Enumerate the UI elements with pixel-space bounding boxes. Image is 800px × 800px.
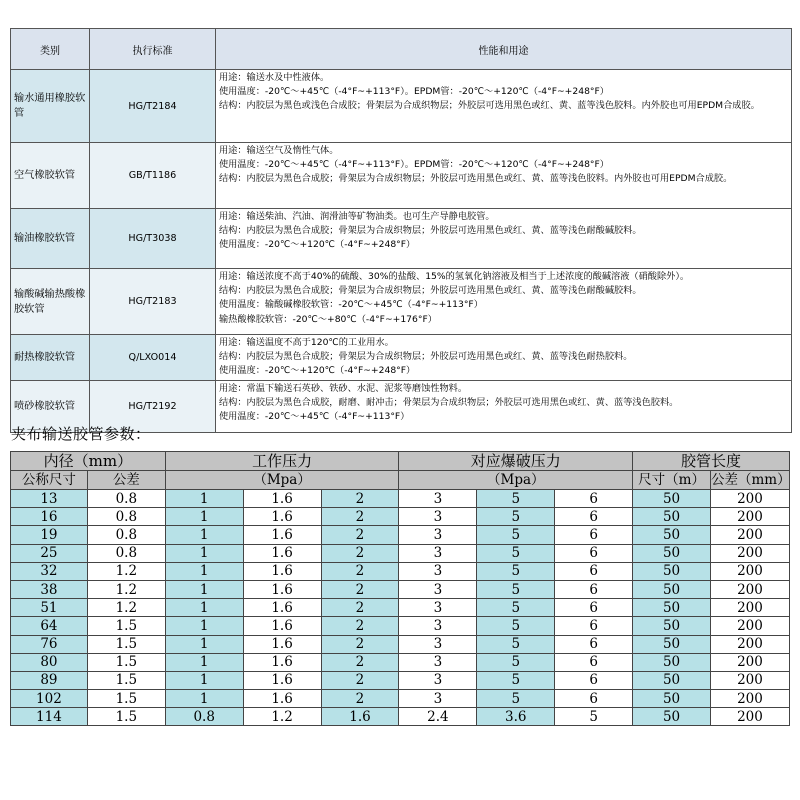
subheader-tolerance: 公差 bbox=[87, 471, 165, 490]
cell-burst-pressure-3: 6 bbox=[555, 617, 633, 635]
hose-performance bbox=[216, 269, 792, 335]
cell-nominal-size: 25 bbox=[11, 544, 88, 562]
hose-type-row bbox=[11, 209, 792, 269]
hose-category: 耐热橡胶软管 bbox=[11, 335, 90, 381]
cell-working-pressure-1: 1 bbox=[165, 562, 243, 580]
cell-working-pressure-2: 1.6 bbox=[243, 562, 321, 580]
cell-length-tolerance: 200 bbox=[710, 562, 789, 580]
cell-working-pressure-3: 2 bbox=[321, 635, 399, 653]
cell-burst-pressure-2: 5 bbox=[477, 526, 555, 544]
cell-tolerance: 1.2 bbox=[87, 562, 165, 580]
subheader-length-size: 尺寸（m） bbox=[633, 471, 711, 490]
cell-burst-pressure-1: 3 bbox=[399, 508, 477, 526]
cell-burst-pressure-2: 5 bbox=[477, 599, 555, 617]
cell-working-pressure-3: 2 bbox=[321, 526, 399, 544]
parameter-row bbox=[11, 580, 790, 598]
performance-line: 使用温度：-20℃～+120℃（-4°F~+248°F） bbox=[219, 365, 416, 377]
cell-length-size: 50 bbox=[633, 653, 711, 671]
hose-standard: HG/T2183 bbox=[90, 269, 216, 335]
cell-burst-pressure-1: 3 bbox=[399, 690, 477, 708]
cell-working-pressure-1: 1 bbox=[165, 526, 243, 544]
cell-working-pressure-2: 1.6 bbox=[243, 544, 321, 562]
performance-line: 结构：内胶层为黑色合成胶；骨架层为合成织物层；外胶层可选用黑色或红、黄、蓝等浅色耐酸碱胶料。 bbox=[219, 225, 642, 237]
cell-burst-pressure-1: 2.4 bbox=[399, 708, 477, 726]
cell-working-pressure-3: 2 bbox=[321, 690, 399, 708]
hose-category: 空气橡胶软管 bbox=[11, 143, 90, 209]
cell-tolerance: 1.2 bbox=[87, 599, 165, 617]
cell-working-pressure-3: 2 bbox=[321, 599, 399, 617]
cell-length-size: 50 bbox=[633, 617, 711, 635]
cell-working-pressure-3: 2 bbox=[321, 544, 399, 562]
cell-burst-pressure-2: 5 bbox=[477, 635, 555, 653]
hose-performance bbox=[216, 70, 792, 143]
cell-length-size: 50 bbox=[633, 708, 711, 726]
performance-line: 使用温度：输酸碱橡胶软管：-20℃～+45℃（-4°F~+113°F） bbox=[219, 299, 483, 311]
parameter-row bbox=[11, 544, 790, 562]
cell-burst-pressure-3: 6 bbox=[555, 544, 633, 562]
hose-type-row bbox=[11, 269, 792, 335]
cell-burst-pressure-1: 3 bbox=[399, 617, 477, 635]
hose-types-body bbox=[11, 70, 792, 433]
cell-burst-pressure-1: 3 bbox=[399, 562, 477, 580]
cell-nominal-size: 80 bbox=[11, 653, 88, 671]
hose-standard: HG/T2184 bbox=[90, 70, 216, 143]
cell-length-tolerance: 200 bbox=[710, 490, 789, 508]
performance-line: 用途：输送水及中性液体。 bbox=[219, 72, 330, 83]
cell-length-size: 50 bbox=[633, 490, 711, 508]
cell-length-size: 50 bbox=[633, 671, 711, 689]
parameter-row bbox=[11, 635, 790, 653]
hose-category: 输水通用橡胶软管 bbox=[11, 70, 90, 143]
cell-working-pressure-2: 1.6 bbox=[243, 635, 321, 653]
cell-burst-pressure-1: 3 bbox=[399, 599, 477, 617]
parameter-row bbox=[11, 653, 790, 671]
cell-length-tolerance: 200 bbox=[710, 708, 789, 726]
cell-working-pressure-3: 2 bbox=[321, 490, 399, 508]
section-caption: 夹布输送胶管参数： bbox=[11, 425, 151, 443]
cell-working-pressure-2: 1.6 bbox=[243, 671, 321, 689]
hose-performance bbox=[216, 209, 792, 269]
parameter-row bbox=[11, 508, 790, 526]
cell-nominal-size: 32 bbox=[11, 562, 88, 580]
cell-length-size: 50 bbox=[633, 544, 711, 562]
parameter-row bbox=[11, 490, 790, 508]
cell-length-size: 50 bbox=[633, 508, 711, 526]
cell-length-tolerance: 200 bbox=[710, 635, 789, 653]
parameter-row bbox=[11, 599, 790, 617]
cell-burst-pressure-1: 3 bbox=[399, 635, 477, 653]
cell-working-pressure-1: 1 bbox=[165, 690, 243, 708]
cell-nominal-size: 16 bbox=[11, 508, 88, 526]
cell-working-pressure-1: 1 bbox=[165, 671, 243, 689]
cell-length-tolerance: 200 bbox=[710, 671, 789, 689]
parameter-row bbox=[11, 671, 790, 689]
cell-length-size: 50 bbox=[633, 580, 711, 598]
cell-working-pressure-2: 1.6 bbox=[243, 580, 321, 598]
parameter-row bbox=[11, 526, 790, 544]
hose-standard: HG/T2192 bbox=[90, 380, 216, 432]
performance-line: 输热酸橡胶软管：-20℃～+80℃（-4°F~+176°F） bbox=[219, 313, 437, 325]
cell-tolerance: 1.5 bbox=[87, 617, 165, 635]
cell-tolerance: 0.8 bbox=[87, 526, 165, 544]
cell-working-pressure-1: 1 bbox=[165, 544, 243, 562]
cell-tolerance: 1.5 bbox=[87, 653, 165, 671]
cell-length-tolerance: 200 bbox=[710, 526, 789, 544]
cell-length-size: 50 bbox=[633, 562, 711, 580]
cell-length-tolerance: 200 bbox=[710, 580, 789, 598]
cell-tolerance: 0.8 bbox=[87, 544, 165, 562]
performance-line: 用途：输送温度不高于120℃的工业用水。 bbox=[219, 337, 394, 348]
cell-length-tolerance: 200 bbox=[710, 617, 789, 635]
cell-burst-pressure-1: 3 bbox=[399, 490, 477, 508]
performance-line: 使用温度：-20℃～+120℃（-4°F~+248°F） bbox=[219, 239, 416, 251]
cell-length-size: 50 bbox=[633, 599, 711, 617]
cell-working-pressure-2: 1.6 bbox=[243, 508, 321, 526]
cell-working-pressure-3: 1.6 bbox=[321, 708, 399, 726]
cell-burst-pressure-1: 3 bbox=[399, 544, 477, 562]
cell-working-pressure-3: 2 bbox=[321, 562, 399, 580]
hose-type-row bbox=[11, 70, 792, 143]
performance-line: 使用温度：-20℃～+45℃（-4°F~+113°F）。EPDM管：-20℃～+120℃（-4°F~+248°F） bbox=[219, 86, 609, 98]
performance-line: 结构：内胶层为黑色合成胶；骨架层为合成织物层；外胶层可选用黑色或红、黄、蓝等浅色耐酸碱胶料。 bbox=[219, 285, 642, 297]
performance-line: 使用温度：-20℃～+45℃（-4°F~+113°F）。EPDM管：-20℃～+120℃（-4°F~+248°F） bbox=[219, 159, 609, 171]
cell-burst-pressure-3: 6 bbox=[555, 599, 633, 617]
cell-length-tolerance: 200 bbox=[710, 690, 789, 708]
group-header-hose-length: 胶管长度 bbox=[633, 452, 790, 471]
cell-burst-pressure-3: 6 bbox=[555, 653, 633, 671]
cell-working-pressure-1: 1 bbox=[165, 580, 243, 598]
cell-burst-pressure-2: 5 bbox=[477, 617, 555, 635]
cell-length-tolerance: 200 bbox=[710, 508, 789, 526]
hose-types-table bbox=[10, 28, 792, 433]
cell-tolerance: 1.2 bbox=[87, 580, 165, 598]
cell-length-tolerance: 200 bbox=[710, 599, 789, 617]
cell-working-pressure-2: 1.6 bbox=[243, 599, 321, 617]
cell-working-pressure-3: 2 bbox=[321, 617, 399, 635]
subheader-burst-unit: （Mpa） bbox=[399, 471, 633, 490]
performance-line: 结构：内胶层为黑色合成胶；骨架层为合成织物层；外胶层可选用黑色或红、黄、蓝等浅色耐热胶料。 bbox=[219, 351, 633, 363]
group-header-burst-pressure: 对应爆破压力 bbox=[399, 452, 633, 471]
header-performance: 性能和用途 bbox=[216, 29, 792, 70]
cell-working-pressure-3: 2 bbox=[321, 653, 399, 671]
cell-burst-pressure-3: 6 bbox=[555, 671, 633, 689]
cell-tolerance: 1.5 bbox=[87, 708, 165, 726]
cell-burst-pressure-3: 6 bbox=[555, 490, 633, 508]
cell-working-pressure-3: 2 bbox=[321, 671, 399, 689]
hose-type-row bbox=[11, 143, 792, 209]
cell-length-tolerance: 200 bbox=[710, 653, 789, 671]
cell-tolerance: 1.5 bbox=[87, 690, 165, 708]
cell-nominal-size: 13 bbox=[11, 490, 88, 508]
cell-nominal-size: 76 bbox=[11, 635, 88, 653]
cell-length-tolerance: 200 bbox=[710, 544, 789, 562]
cell-length-size: 50 bbox=[633, 690, 711, 708]
cell-burst-pressure-1: 3 bbox=[399, 580, 477, 598]
cell-tolerance: 0.8 bbox=[87, 508, 165, 526]
cell-working-pressure-1: 1 bbox=[165, 490, 243, 508]
performance-line: 结构：内胶层为黑色或浅色合成胶；骨架层为合成织物层；外胶层可选用黑色或红、黄、蓝等浅色胶料。内外胶也可用EPDM合成胶。 bbox=[219, 100, 760, 112]
cell-burst-pressure-3: 6 bbox=[555, 580, 633, 598]
cell-length-size: 50 bbox=[633, 526, 711, 544]
cell-working-pressure-2: 1.6 bbox=[243, 653, 321, 671]
header-category: 类别 bbox=[11, 29, 90, 70]
hose-category: 输油橡胶软管 bbox=[11, 209, 90, 269]
cell-length-size: 50 bbox=[633, 635, 711, 653]
cell-burst-pressure-2: 5 bbox=[477, 690, 555, 708]
cell-working-pressure-1: 1 bbox=[165, 508, 243, 526]
parameter-row bbox=[11, 617, 790, 635]
subheader-length-tolerance: 公差（mm） bbox=[710, 472, 791, 488]
parameter-row bbox=[11, 708, 790, 726]
cell-burst-pressure-1: 3 bbox=[399, 526, 477, 544]
cell-working-pressure-1: 1 bbox=[165, 599, 243, 617]
cell-nominal-size: 38 bbox=[11, 580, 88, 598]
cell-nominal-size: 102 bbox=[11, 690, 88, 708]
cell-tolerance: 1.5 bbox=[87, 635, 165, 653]
cell-burst-pressure-2: 5 bbox=[477, 671, 555, 689]
cell-working-pressure-2: 1.2 bbox=[243, 708, 321, 726]
cell-burst-pressure-1: 3 bbox=[399, 653, 477, 671]
group-header-inner-diameter: 内径（mm） bbox=[11, 452, 166, 471]
header-standard: 执行标准 bbox=[90, 29, 216, 70]
hose-category: 输酸碱输热酸橡胶软管 bbox=[11, 269, 90, 335]
cell-nominal-size: 114 bbox=[11, 708, 88, 726]
group-header-working-pressure: 工作压力 bbox=[165, 452, 399, 471]
cell-burst-pressure-2: 5 bbox=[477, 490, 555, 508]
hose-standard: Q/LXO014 bbox=[90, 335, 216, 381]
cell-burst-pressure-2: 5 bbox=[477, 580, 555, 598]
cell-working-pressure-2: 1.6 bbox=[243, 690, 321, 708]
cell-working-pressure-1: 1 bbox=[165, 617, 243, 635]
cell-working-pressure-3: 2 bbox=[321, 580, 399, 598]
hose-parameters-table bbox=[10, 451, 790, 726]
cell-nominal-size: 19 bbox=[11, 526, 88, 544]
parameter-row bbox=[11, 690, 790, 708]
cell-burst-pressure-3: 6 bbox=[555, 526, 633, 544]
cell-working-pressure-2: 1.6 bbox=[243, 526, 321, 544]
cell-working-pressure-2: 1.6 bbox=[243, 490, 321, 508]
cell-nominal-size: 89 bbox=[11, 671, 88, 689]
cell-tolerance: 1.5 bbox=[87, 671, 165, 689]
cell-nominal-size: 64 bbox=[11, 617, 88, 635]
cell-working-pressure-1: 1 bbox=[165, 653, 243, 671]
hose-standard: GB/T1186 bbox=[90, 143, 216, 209]
performance-line: 用途：输送柴油、汽油、润滑油等矿物油类。也可生产导静电胶管。 bbox=[219, 211, 495, 222]
subheader-working-unit: （Mpa） bbox=[165, 471, 399, 490]
parameter-row bbox=[11, 562, 790, 580]
cell-tolerance: 0.8 bbox=[87, 490, 165, 508]
cell-burst-pressure-2: 5 bbox=[477, 544, 555, 562]
cell-burst-pressure-3: 6 bbox=[555, 635, 633, 653]
hose-parameters-body bbox=[11, 490, 790, 726]
cell-burst-pressure-2: 5 bbox=[477, 562, 555, 580]
hose-performance bbox=[216, 380, 792, 432]
cell-working-pressure-1: 1 bbox=[165, 635, 243, 653]
cell-burst-pressure-3: 5 bbox=[555, 708, 633, 726]
cell-burst-pressure-2: 5 bbox=[477, 508, 555, 526]
performance-line: 结构：内胶层为黑色合成胶；骨架层为合成织物层；外胶层可选用黑色或红、黄、蓝等浅色胶料。内外胶也可用EPDM合成胶。 bbox=[219, 173, 733, 185]
cell-burst-pressure-2: 5 bbox=[477, 653, 555, 671]
hose-performance bbox=[216, 143, 792, 209]
cell-working-pressure-3: 2 bbox=[321, 508, 399, 526]
subheader-nominal-size: 公称尺寸 bbox=[11, 471, 88, 490]
cell-burst-pressure-3: 6 bbox=[555, 508, 633, 526]
hose-type-row bbox=[11, 335, 792, 381]
hose-standard: HG/T3038 bbox=[90, 209, 216, 269]
cell-burst-pressure-1: 3 bbox=[399, 671, 477, 689]
performance-line: 用途：常温下输送石英砂、铁砂、水泥、泥浆等磨蚀性物料。 bbox=[219, 382, 468, 394]
performance-line: 用途：输送空气及惰性气体。 bbox=[219, 145, 339, 156]
cell-burst-pressure-2: 3.6 bbox=[477, 708, 555, 726]
cell-working-pressure-2: 1.6 bbox=[243, 617, 321, 635]
cell-burst-pressure-3: 6 bbox=[555, 562, 633, 580]
hose-performance bbox=[216, 335, 792, 381]
performance-line: 用途：输送浓度不高于40%的硫酸、30%的盐酸、15%的氢氧化钠溶液及相当于上述浓度的酸碱溶液（硝酸除外）。 bbox=[219, 271, 690, 282]
cell-burst-pressure-3: 6 bbox=[555, 690, 633, 708]
cell-working-pressure-1: 0.8 bbox=[165, 708, 243, 726]
cell-nominal-size: 51 bbox=[11, 599, 88, 617]
performance-line: 结构：内胶层为黑色合成胶，耐磨、耐冲击；骨架层为合成织物层；外胶层可选用黑色或红、黄、蓝等浅色胶料。 bbox=[219, 396, 679, 408]
hose-category: 喷砂橡胶软管 bbox=[11, 380, 90, 432]
performance-line: 使用温度：-20℃～+45℃（-4°F~+113°F） bbox=[219, 411, 410, 423]
